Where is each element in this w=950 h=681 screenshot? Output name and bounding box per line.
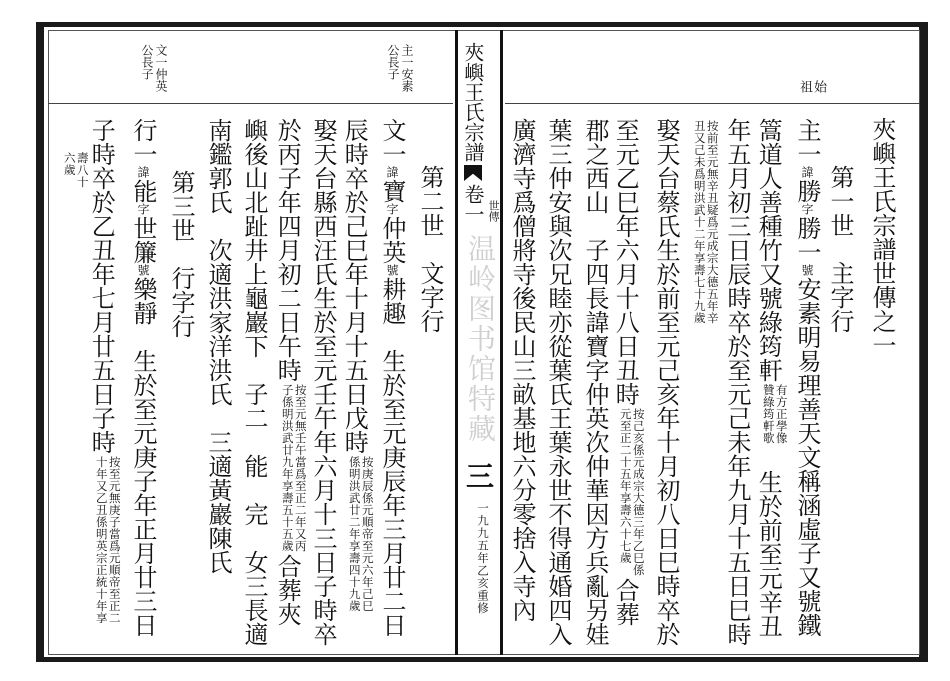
spine-section: 世傳 (487, 200, 500, 222)
main-text: 廣濟寺爲僧將寺後民山三畝基地六分零捨入寺內 (508, 118, 536, 622)
text-column (611, 118, 645, 626)
main-text: 娶天台蔡氏生於前至元己亥年十月初八日巳時卒於 (652, 118, 680, 646)
annotation-line: 丑又己未爲明洪武十二年享壽七十九歲 (692, 120, 707, 324)
text-column (723, 118, 751, 646)
spine-title (462, 42, 484, 224)
annotation-line: 贊綠筠軒歌 (761, 384, 776, 444)
small-label: 號 (136, 264, 150, 277)
small-label: 號 (385, 264, 399, 277)
page-number: 三 (465, 460, 494, 493)
annotation-note (762, 384, 788, 444)
main-text: 仲英 (378, 216, 406, 264)
main-text: 寶 (378, 179, 406, 203)
main-text: 合葬 (611, 578, 640, 626)
small-label: 號 (800, 264, 814, 277)
annotation-line: 壽八十 (75, 152, 90, 188)
main-text: 能 (129, 179, 157, 203)
text-column (508, 118, 536, 622)
text-column (167, 170, 195, 338)
text-column (868, 117, 896, 357)
main-text: 樂靜 生於至元庚子年正月廿三日 (129, 277, 157, 637)
text-column (309, 118, 337, 646)
main-text: 嶼後山北趾井上龜巖下 子二 能 完 女三長適 (240, 118, 268, 646)
main-text: 於丙子年四月初二日午時 (273, 118, 302, 382)
text-column (544, 118, 572, 646)
text-column (754, 118, 788, 638)
header-note-zhuyi (386, 44, 414, 92)
annotation-line: 按前至元無辛丑疑爲元成宗大德五年辛 (705, 120, 720, 324)
text-column (793, 118, 821, 637)
spine-edition: 一九九五年乙亥重修 (476, 502, 490, 615)
main-text: 第二世 文字行 (416, 165, 444, 333)
main-text: 夾嶼王氏宗譜世傳之一 (868, 117, 896, 357)
main-text: 主一 (793, 118, 821, 166)
annotation-line: 有方正學像 (774, 384, 789, 444)
header-note-line: 文一仲英 (154, 44, 168, 92)
text-column (87, 118, 121, 626)
main-text: 第三世 行字行 (167, 170, 195, 338)
main-text: 葉三仲安與次兄睦亦從葉氏王葉永世不得通婚四入 (544, 118, 572, 646)
main-text: 至元乙巳年六月十八日丑時 (611, 118, 640, 406)
text-column (273, 118, 307, 626)
main-text: 辰時卒於己巳年十月十五日戊時 (340, 118, 369, 454)
header-label-shizu: 始祖 (797, 80, 826, 95)
main-text: 耕趣 生於至元庚辰年三月廿二日 (378, 277, 406, 637)
spine-right-line (500, 30, 503, 655)
spine-volume: 卷一 (461, 184, 485, 224)
text-column (55, 150, 89, 190)
main-text: 文一 (378, 118, 406, 166)
header-note-line: 主一安素 (400, 44, 414, 92)
small-label: 字 (385, 203, 399, 216)
annotation-line: 六歲 (62, 152, 77, 176)
annotation-line: 按己亥係元成宗大德三年乙巳係 (631, 408, 646, 576)
library-watermark: 温岭图书馆特藏 (464, 234, 497, 444)
annotation-note (693, 120, 719, 324)
text-column (340, 118, 374, 614)
annotation-line: 按至元無壬午當爲至正二年又丙 (293, 384, 308, 552)
small-label: 諱 (800, 166, 814, 179)
right-header-divider (505, 103, 920, 104)
small-label: 字 (136, 203, 150, 216)
text-column (826, 165, 854, 333)
main-text: 勝一 (793, 216, 821, 264)
text-column (204, 118, 232, 574)
annotation-note (619, 408, 645, 576)
left-header-divider (48, 103, 453, 104)
text-column (652, 118, 680, 646)
annotation-note (95, 456, 121, 624)
text-column (581, 118, 609, 646)
fishtail-mark-icon (464, 165, 482, 181)
main-text: 生於前至元辛丑 (754, 446, 783, 638)
text-column (129, 118, 157, 637)
main-text: 世簾 (129, 216, 157, 264)
main-text: 子時卒於乙丑年七月廿五日子時 (87, 118, 116, 454)
small-label: 字 (800, 203, 814, 216)
spine-title-text: 夾嶼王氏宗譜 (461, 42, 485, 162)
main-text: 合葬夾 (273, 554, 302, 626)
main-text: 南鑑郭氏 次適洪家洋洪氏 三適黃巖陳氏 (204, 118, 232, 574)
text-column (685, 118, 719, 326)
small-label: 諱 (385, 166, 399, 179)
annotation-line: 元至正二十五年享壽六十七歲 (618, 408, 633, 564)
main-text: 勝 (793, 179, 821, 203)
main-text: 安素明易理善天文稱涵虛子又號鐵 (793, 277, 821, 637)
main-text: 行一 (129, 118, 157, 166)
annotation-line: 按庚辰係元順帝至元六年己巳 (360, 456, 375, 612)
header-note-wenyi (140, 44, 168, 92)
spine-left-line (455, 30, 458, 655)
header-note-line: 公長子 (386, 44, 400, 80)
main-text: 第一世 主字行 (826, 165, 854, 333)
main-text: 郡之西山 子四長諱寶字仲英次仲華因方兵亂另娃 (581, 118, 609, 646)
annotation-line: 十年又乙丑係明英宗正統十年享 (94, 456, 109, 624)
small-label: 諱 (136, 166, 150, 179)
annotation-line: 子係明洪武廿九年享壽五十五歲 (280, 384, 295, 552)
annotation-line: 係明洪武廿二年享壽四十九歲 (347, 456, 362, 612)
annotation-line: 按至元無庚子當爲元順帝至正二 (107, 456, 122, 624)
text-column (240, 118, 268, 646)
annotation-note (281, 384, 307, 552)
annotation-note (348, 456, 374, 612)
text-column (416, 165, 444, 333)
text-column (378, 118, 406, 637)
main-text: 娶天台縣西汪氏生於至元壬午年六月十三日子時卒 (309, 118, 337, 646)
main-text: 年五月初三日辰時卒於至元己未年九月十五日巳時 (723, 118, 751, 646)
header-note-line: 公長子 (140, 44, 154, 80)
main-text: 篙道人善種竹又號綠筠軒 (754, 118, 783, 382)
annotation-note (63, 152, 89, 188)
